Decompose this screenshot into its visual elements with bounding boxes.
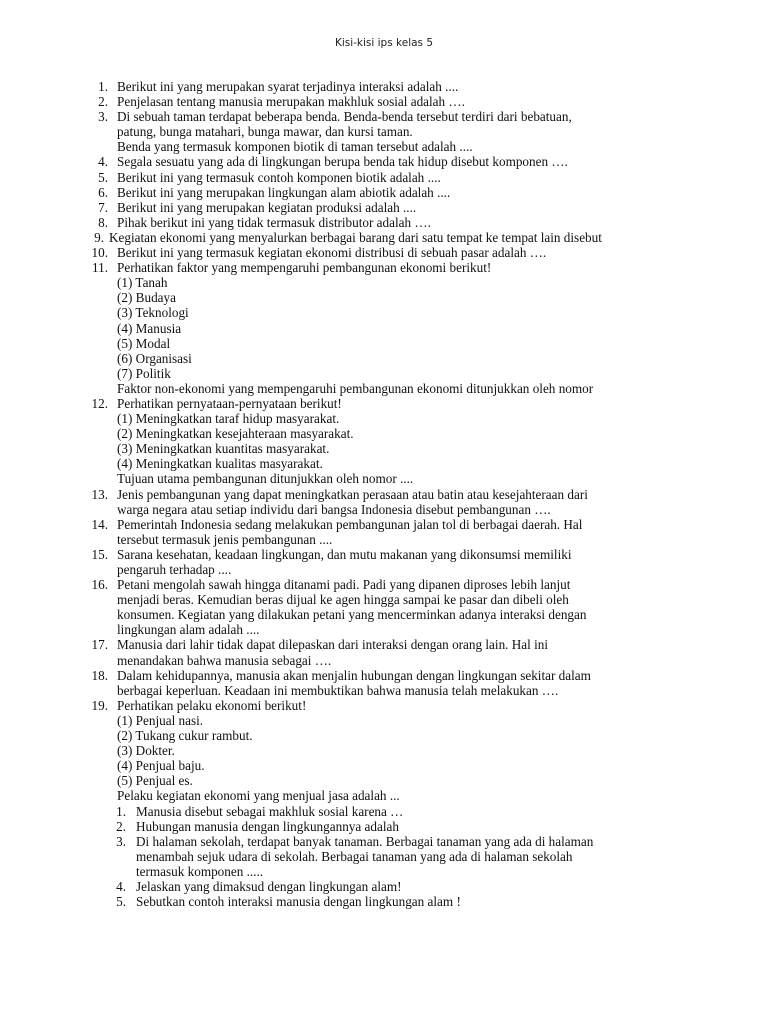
list-item [0, 879, 768, 894]
list-item [0, 804, 768, 819]
item-text: Pemerintah Indonesia sedang melakukan pembangunan jalan tol di berbagai daerah. Hal [117, 516, 583, 532]
list-item [0, 456, 768, 471]
item-text: Berikut ini yang termasuk contoh komponen biotik adalah .... [117, 169, 441, 185]
item-text: (5) Penjual es. [117, 773, 193, 789]
list-item [0, 577, 768, 592]
item-text: (3) Meningkatkan kuantitas masyarakat. [117, 441, 330, 457]
item-number: 12. [91, 395, 108, 411]
list-item [0, 351, 768, 366]
item-text: Di halaman sekolah, terdapat banyak tanaman. Berbagai tanaman yang ada di halaman [136, 833, 594, 849]
list-item [0, 758, 768, 773]
item-text: warga negara atau setiap individu dari bangsa Indonesia disebut pembangunan …. [117, 501, 551, 517]
list-item [0, 260, 768, 275]
list-item [0, 607, 768, 622]
list-item [0, 275, 768, 290]
item-number: 14. [91, 516, 108, 532]
item-number: 16. [91, 577, 108, 593]
item-text: Pelaku kegiatan ekonomi yang menjual jasa adalah ... [117, 788, 400, 804]
item-number: 4. [116, 878, 126, 894]
item-text: (6) Organisasi [117, 350, 192, 366]
item-text: Tujuan utama pembangunan ditunjukkan oleh nomor .... [117, 471, 414, 487]
list-item [0, 532, 768, 547]
item-text: (1) Penjual nasi. [117, 712, 204, 728]
list-item [0, 637, 768, 652]
item-text: Jenis pembangunan yang dapat meningkatkan perasaan atau batin atau kesejahteraan dari [117, 486, 588, 502]
list-item [0, 185, 768, 200]
item-number: 8. [98, 214, 108, 230]
item-text: Sarana kesehatan, keadaan lingkungan, dan mutu makanan yang dikonsumsi memiliki [117, 546, 572, 562]
item-number: 9. [94, 229, 104, 245]
item-text: Berikut ini yang termasuk kegiatan ekonomi distribusi di sebuah pasar adalah …. [117, 245, 547, 261]
list-item [0, 366, 768, 381]
item-text: Penjelasan tentang manusia merupakan makhluk sosial adalah …. [117, 94, 465, 110]
list-item [0, 502, 768, 517]
item-number: 3. [98, 109, 108, 125]
item-text: (2) Meningkatkan kesejahteraan masyarakat. [117, 426, 354, 442]
list-item [0, 94, 768, 109]
item-text: (5) Modal [117, 335, 171, 351]
item-text: (2) Budaya [117, 290, 176, 306]
list-item [0, 834, 768, 849]
list-item [0, 336, 768, 351]
item-text: Hubungan manusia dengan lingkungannya adalah [136, 818, 399, 834]
list-item [0, 290, 768, 305]
list-item [0, 109, 768, 124]
list-item [0, 788, 768, 803]
item-text: Manusia dari lahir tidak dapat dilepaskan dari interaksi dengan orang lain. Hal ini [117, 637, 549, 653]
item-number: 1. [116, 803, 126, 819]
list-item [0, 894, 768, 909]
document-title: Kisi-kisi ips kelas 5 [334, 37, 434, 49]
item-text: Berikut ini yang merupakan lingkungan alam abiotik adalah .... [117, 184, 451, 200]
item-text: Petani mengolah sawah hingga ditanami padi. Padi yang dipanen diproses lebih lanjut [117, 577, 571, 593]
item-text: Faktor non-ekonomi yang mempengaruhi pembangunan ekonomi ditunjukkan oleh nomor [117, 380, 594, 396]
list-item [0, 668, 768, 683]
item-text: (1) Meningkatkan taraf hidup masyarakat. [117, 411, 340, 427]
item-number: 18. [91, 667, 108, 683]
list-item [0, 471, 768, 486]
item-text: Dalam kehidupannya, manusia akan menjalin hubungan dengan lingkungan sekitar dalam [117, 667, 591, 683]
item-text: Berikut ini yang merupakan syarat terjadinya interaksi adalah .... [117, 79, 459, 94]
item-text: menambah sejuk udara di sekolah. Berbagai tanaman yang ada di halaman sekolah [136, 848, 573, 864]
item-text: (2) Tukang cukur rambut. [117, 728, 253, 744]
item-number: 5. [116, 894, 126, 910]
list-item [0, 683, 768, 698]
item-text: menjadi beras. Kemudian beras dijual ke agen hingga sampai ke pasar dan dibeli oleh [117, 592, 569, 608]
item-text: (4) Meningkatkan kualitas masyarakat. [117, 456, 323, 472]
item-number: 6. [98, 184, 108, 200]
item-number: 7. [98, 199, 108, 215]
list-item [0, 245, 768, 260]
list-item [0, 864, 768, 879]
item-text: konsumen. Kegiatan yang dilakukan petani yang mencerminkan adanya interaksi dengan [117, 607, 587, 623]
item-text: menandakan bahwa manusia sebagai …. [117, 652, 332, 668]
item-text: Segala sesuatu yang ada di lingkungan berupa benda tak hidup disebut komponen …. [117, 154, 568, 170]
item-text: Pihak berikut ini yang tidak termasuk distributor adalah …. [117, 214, 431, 230]
item-text: Di sebuah taman terdapat beberapa benda. Benda-benda tersebut terdiri dari bebatuan, [117, 109, 572, 125]
item-number: 2. [116, 818, 126, 834]
item-number: 10. [91, 245, 108, 261]
list-item [0, 743, 768, 758]
list-item [0, 728, 768, 743]
list-item [0, 79, 768, 94]
item-text: pengaruh terhadap .... [117, 562, 232, 577]
item-number: 5. [98, 169, 108, 185]
list-item [0, 200, 768, 215]
item-text: (3) Dokter. [117, 743, 175, 759]
item-text: tersebut termasuk jenis pembangunan .... [117, 531, 333, 547]
item-text: Benda yang termasuk komponen biotik di taman tersebut adalah .... [117, 139, 473, 155]
list-item [0, 215, 768, 230]
list-item [0, 773, 768, 788]
list-item [0, 170, 768, 185]
item-text: Perhatikan pelaku ekonomi berikut! [117, 697, 307, 713]
item-text: Perhatikan pernyataan-pernyataan berikut! [117, 395, 342, 411]
list-item [0, 517, 768, 532]
list-item [0, 154, 768, 169]
list-item [0, 622, 768, 637]
list-item [0, 305, 768, 320]
list-item [0, 547, 768, 562]
item-number: 13. [91, 486, 108, 502]
item-number: 11. [92, 260, 108, 276]
item-text: (3) Teknologi [117, 305, 189, 321]
list-item [0, 230, 768, 245]
question-list [0, 79, 768, 909]
item-text: (7) Politik [117, 365, 171, 381]
item-text: (1) Tanah [117, 275, 168, 291]
item-text: (4) Penjual baju. [117, 758, 205, 774]
item-text: Berikut ini yang merupakan kegiatan produksi adalah .... [117, 199, 417, 215]
item-text: Jelaskan yang dimaksud dengan lingkungan alam! [136, 878, 402, 894]
item-text: Kegiatan ekonomi yang menyalurkan berbagai barang dari satu tempat ke tempat lain disebut [109, 229, 602, 245]
item-number: 4. [98, 154, 108, 170]
item-text: Sebutkan contoh interaksi manusia dengan lingkungan alam ! [136, 894, 461, 910]
list-item [0, 713, 768, 728]
item-number: 2. [98, 94, 108, 110]
item-text: patung, bunga matahari, bunga mawar, dan kursi taman. [117, 124, 413, 140]
item-text: lingkungan alam adalah .... [117, 622, 260, 638]
list-item [0, 381, 768, 396]
item-text: Manusia disebut sebagai makhluk sosial karena … [136, 803, 404, 819]
list-item [0, 487, 768, 502]
item-number: 3. [116, 833, 126, 849]
list-item [0, 411, 768, 426]
item-text: termasuk komponen ..... [136, 863, 264, 879]
list-item [0, 139, 768, 154]
list-item [0, 698, 768, 713]
list-item [0, 321, 768, 336]
item-number: 1. [98, 79, 108, 94]
list-item [0, 592, 768, 607]
list-item [0, 441, 768, 456]
item-text: Perhatikan faktor yang mempengaruhi pembangunan ekonomi berikut! [117, 260, 492, 276]
list-item [0, 124, 768, 139]
list-item [0, 426, 768, 441]
list-item [0, 849, 768, 864]
item-number: 15. [91, 546, 108, 562]
list-item [0, 562, 768, 577]
list-item [0, 819, 768, 834]
list-item [0, 396, 768, 411]
item-number: 19. [91, 697, 108, 713]
list-item [0, 653, 768, 668]
item-number: 17. [91, 637, 108, 653]
item-text: (4) Manusia [117, 320, 182, 336]
item-text: berbagai keperluan. Keadaan ini membuktikan bahwa manusia telah melakukan …. [117, 682, 559, 698]
